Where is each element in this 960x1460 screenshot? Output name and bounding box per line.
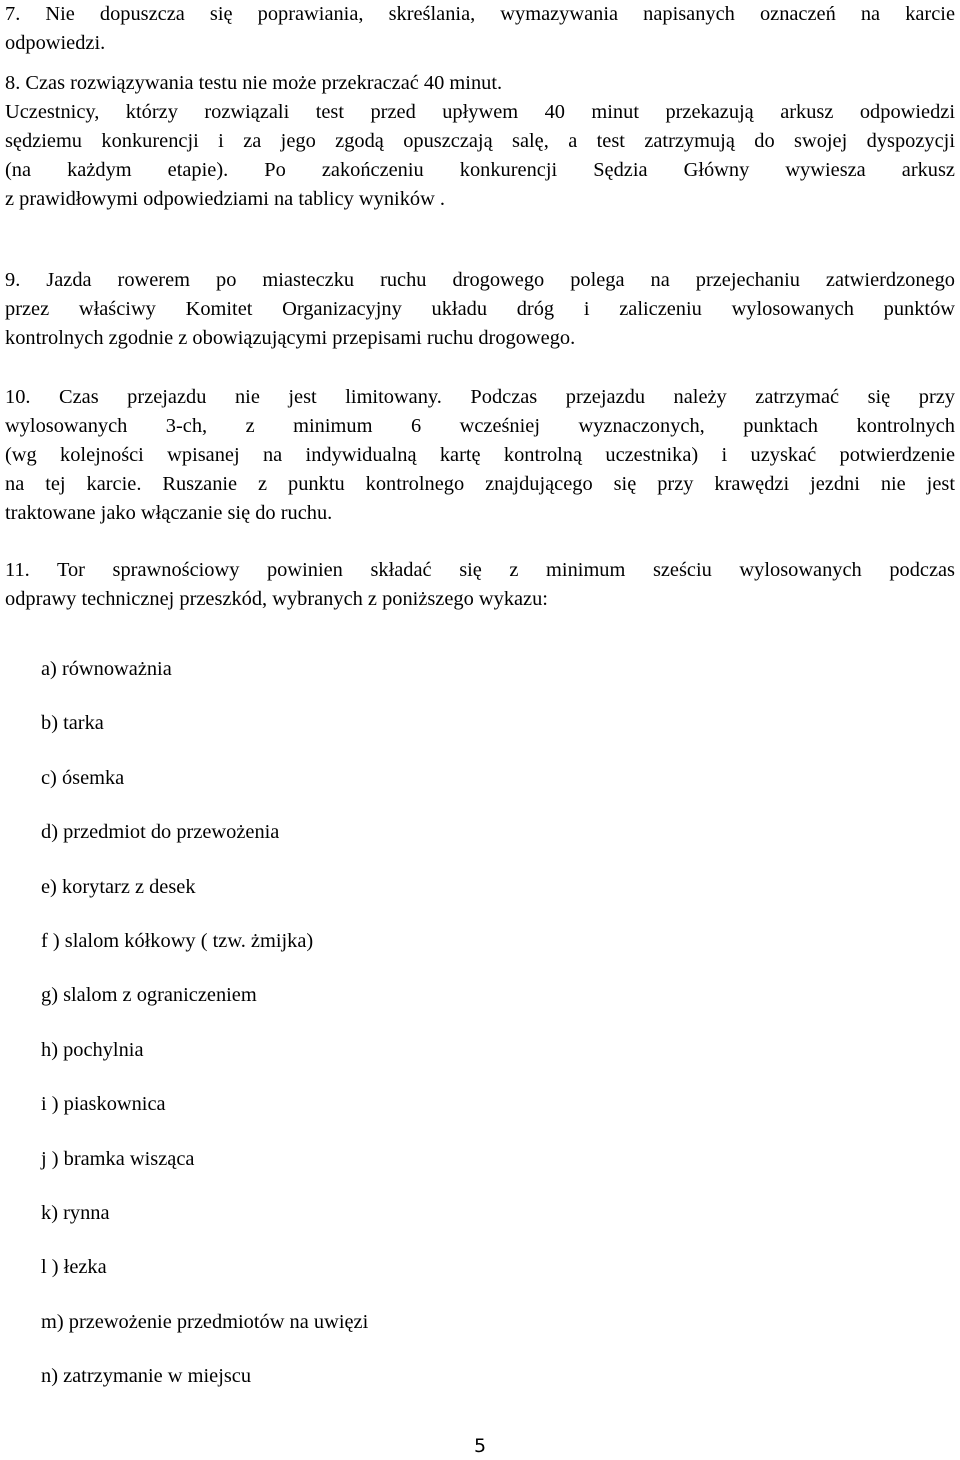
text-line: odprawy technicznej przeszkód, wybranych z poniższego wykazu: — [5, 588, 548, 610]
text-line: (na każdym etapie). Po zakończeniu konkurencji Sędzia Główny wywiesza arkusz — [5, 159, 955, 181]
obstacle-list — [41, 654, 368, 1415]
list-item: h) pochylnia — [41, 1038, 144, 1061]
list-item: l ) łezka — [41, 1256, 107, 1279]
text-line: 8. Czas rozwiązywania testu nie może przekraczać 40 minut. — [5, 72, 503, 94]
list-item: i ) piaskownica — [41, 1093, 166, 1116]
list-item: e) korytarz z desek — [41, 875, 196, 898]
text-line: traktowane jako włączanie się do ruchu. — [5, 502, 333, 524]
text-line: odpowiedzi. — [5, 32, 106, 54]
list-item: n) zatrzymanie w miejscu — [41, 1365, 252, 1388]
list-item: j ) bramka wisząca — [41, 1147, 195, 1170]
list-item: k) rynna — [41, 1201, 110, 1224]
list-item: d) przedmiot do przewożenia — [41, 821, 280, 844]
text-line: 10. Czas przejazdu nie jest limitowany. Podczas przejazdu należy zatrzymać się przy — [5, 386, 955, 408]
list-item: c) ósemka — [41, 766, 125, 789]
rule-11-paragraph — [5, 556, 955, 614]
rule-8-paragraph — [5, 69, 955, 214]
text-line: kontrolnych zgodnie z obowiązującymi przepisami ruchu drogowego. — [5, 327, 576, 349]
text-line: Uczestnicy, którzy rozwiązali test przed upływem 40 minut przekazują arkusz odpowiedzi — [5, 101, 955, 123]
text-line: wylosowanych 3-ch, z minimum 6 wcześniej wyznaczonych, punktach kontrolnych — [5, 415, 955, 437]
text-line: (wg kolejności wpisanej na indywidualną kartę kontrolną uczestnika) i uzyskać potwierdzenie — [5, 444, 955, 466]
list-item: m) przewożenie przedmiotów na uwięzi — [41, 1310, 369, 1333]
page-number: 5 — [473, 1435, 487, 1457]
rule-7-paragraph — [5, 0, 955, 58]
list-item: b) tarka — [41, 712, 104, 735]
text-line: sędziemu konkurencji i za jego zgodą opuszczają salę, a test zatrzymują do swojej dyspozycji — [5, 130, 955, 152]
text-line: na tej karcie. Ruszanie z punktu kontrolnego znajdującego się przy krawędzi jezdni nie jest — [5, 473, 955, 495]
text-line: 9. Jazda rowerem po miasteczku ruchu drogowego polega na przejechaniu zatwierdzonego — [5, 269, 955, 291]
rule-9-paragraph — [5, 266, 955, 353]
list-item: a) równoważnia — [41, 658, 172, 680]
list-item: g) slalom z ograniczeniem — [41, 984, 257, 1007]
list-item: f ) slalom kółkowy ( tzw. żmijka) — [41, 929, 314, 952]
text-line: z prawidłowymi odpowiedziami na tablicy wyników . — [5, 188, 446, 210]
rule-10-paragraph — [5, 383, 955, 528]
text-line: 7. Nie dopuszcza się poprawiania, skreślania, wymazywania napisanych oznaczeń na karcie — [5, 3, 955, 25]
text-line: przez właściwy Komitet Organizacyjny układu dróg i zaliczeniu wylosowanych punktów — [5, 298, 955, 320]
text-line: 11. Tor sprawnościowy powinien składać się z minimum sześciu wylosowanych podczas — [5, 559, 955, 581]
